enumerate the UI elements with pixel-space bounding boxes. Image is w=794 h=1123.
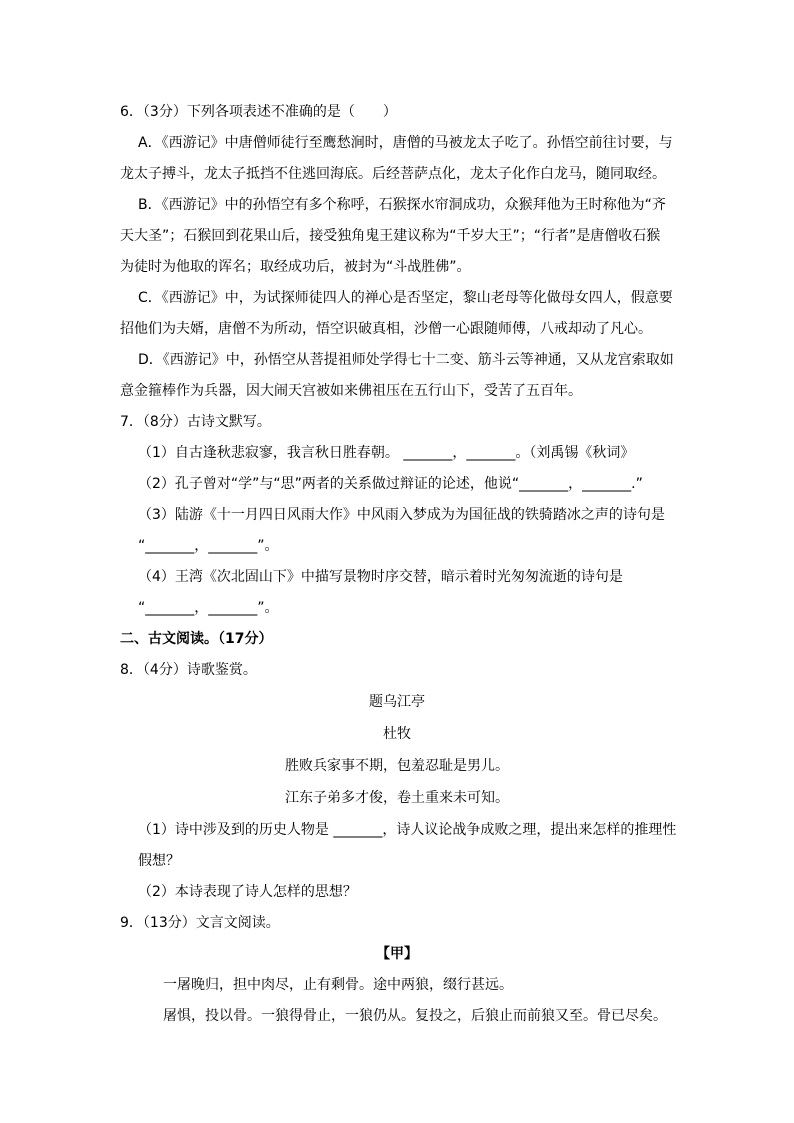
q7-item3-line2: “_______，_______”。 bbox=[138, 538, 279, 554]
q7-item1: （1）自古逢秋悲寂寥，我言秋日胜春朝。 _______，_______。（刘禹锡《秋词》 bbox=[138, 445, 635, 461]
q7-item4-line2: “_______，_______”。 bbox=[138, 600, 279, 616]
poem-line: 江东子弟多才俊，卷土重来未可知。 bbox=[285, 790, 509, 806]
passage-line: 一屠晚归，担中肉尽，止有剩骨。途中两狼，缀行甚远。 bbox=[163, 977, 513, 993]
q6-option-b-line1: B．《西游记》中的孙悟空有多个称呼，石猴探水帘洞成功，众猴拜他为王时称他为“齐 bbox=[138, 197, 666, 213]
q9-stem: 9．（13分）文言文阅读。 bbox=[120, 915, 280, 931]
q6-option-d-line1: D．《西游记》中，孙悟空从菩提祖师处学得七十二变、筋斗云等神通，又从龙宫索取如 bbox=[138, 352, 674, 368]
section-heading: 二、古文阅读。（17分） bbox=[120, 631, 273, 647]
q7-item4-line1: （4）王湾《次北固山下》中描写景物时序交替，暗示着时光匆匆流逝的诗句是 bbox=[138, 569, 623, 585]
poem-author: 杜牧 bbox=[383, 726, 411, 742]
q7-item3-line1: （3）陆游《十一月四日风雨大作》中风雨入梦成为为国征战的铁骑踏冰之声的诗句是 bbox=[138, 507, 665, 523]
poem-title: 题乌江亭 bbox=[369, 694, 425, 710]
q6-option-c-line1: C．《西游记》中，为试探师徒四人的禅心是否坚定，黎山老母等化做母女四人，假意要 bbox=[138, 290, 673, 306]
q6-option-b-line2: 天大圣”；石猴回到花果山后，接受独角鬼王建议称为“千岁大王”；“行者”是唐僧收石猴 bbox=[120, 228, 661, 244]
q6-stem: 6．（3分）下列各项表述不准确的是（ ） bbox=[120, 104, 397, 120]
poem-line: 胜败兵家事不期，包羞忍耻是男儿。 bbox=[285, 758, 509, 774]
q8-subq1-line1: （1）诗中涉及到的历史人物是 _______，诗人议论战争成败之理，提出来怎样的推理性 bbox=[138, 822, 677, 838]
q6-option-c-line2: 招他们为夫婿，唐僧不为所动，悟空识破真相，沙僧一心跟随师傅，八戒却动了凡心。 bbox=[120, 321, 652, 337]
q6-option-d-line2: 意金箍棒作为兵器，因大闹天宫被如来佛祖压在五行山下，受苦了五百年。 bbox=[120, 383, 582, 399]
q7-item2: （2）孔子曾对“学”与“思”两者的关系做过辩证的论述，他说“_______，_______.” bbox=[138, 476, 643, 492]
passage-line: 屠惧，投以骨。一狼得骨止，一狼仍从。复投之，后狼止而前狼又至。骨已尽矣。 bbox=[163, 1008, 667, 1024]
q8-stem: 8．（4分）诗歌鉴赏。 bbox=[120, 662, 257, 678]
q6-option-a-line2: 龙太子搏斗，龙太子抵挡不住逃回海底。后经菩萨点化，龙太子化作白龙马，随同取经。 bbox=[120, 166, 666, 182]
passage-label: 【甲】 bbox=[376, 946, 418, 962]
q8-subq2: （2）本诗表现了诗人怎样的思想？ bbox=[138, 884, 357, 900]
q6-option-a-line1: A．《西游记》中唐僧师徒行至鹰愁涧时，唐僧的马被龙太子吃了。孙悟空前往讨要，与 bbox=[138, 135, 673, 151]
q8-subq1-line2: 假想？ bbox=[138, 853, 180, 869]
q7-stem: 7．（8分）古诗文默写。 bbox=[120, 414, 271, 430]
q6-option-b-line3: 为徒时为他取的诨名；取经成功后，被封为“斗战胜佛”。 bbox=[120, 259, 471, 275]
